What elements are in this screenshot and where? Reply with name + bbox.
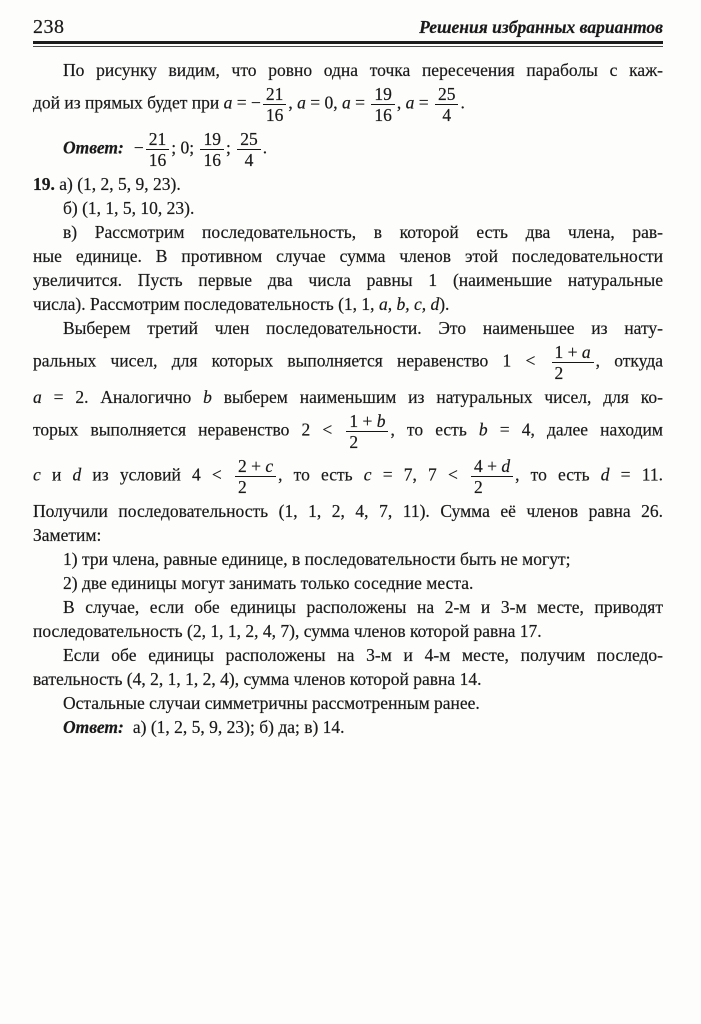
text-run: Ответ:	[63, 717, 124, 737]
text-run: Ответ:	[63, 137, 124, 158]
fraction-denominator	[435, 105, 459, 125]
text-run: −	[133, 137, 144, 158]
para-third-member-line-2	[33, 340, 663, 385]
math-variable: b	[376, 411, 386, 431]
para-case-23-line-1	[33, 595, 663, 619]
text-run: 25	[437, 84, 456, 104]
item-19b	[33, 196, 663, 220]
text-run: 2	[474, 477, 483, 497]
fraction	[346, 411, 388, 452]
fraction-numerator	[237, 129, 261, 150]
fraction	[146, 129, 170, 170]
text-run: ,	[396, 92, 406, 113]
item-19a	[33, 172, 663, 196]
item-19v-line-2	[33, 244, 663, 268]
text-run: Остальные случаи симметричны рассмотренным ранее.	[63, 693, 480, 713]
text-run: = 7, 7 <	[371, 464, 469, 485]
text-run: из условий 4 <	[81, 464, 233, 485]
text-run: Если обе единицы расположены на 3-м и 4-м месте, получим последо-	[63, 645, 663, 665]
math-variable: a	[223, 92, 233, 113]
item-19v-line-4	[33, 292, 663, 316]
text-run: увеличится. Пусть первые два числа равны 1 (наименьшие натуральные	[33, 270, 663, 290]
text-run: .	[262, 137, 268, 158]
page-content	[33, 58, 663, 739]
text-run: Заметим:	[33, 525, 102, 545]
para-case-34-line-1	[33, 643, 663, 667]
text-run: и	[40, 464, 73, 485]
text-run: а) (1, 2, 5, 9, 23); б) да; в) 14.	[132, 717, 345, 737]
text-run: а) (1, 2, 5, 9, 23).	[54, 174, 181, 194]
fraction-numerator	[235, 456, 276, 477]
text-run: , откуда	[595, 350, 663, 371]
math-variable: d	[600, 464, 610, 485]
math-variable: a	[341, 92, 351, 113]
fraction	[263, 84, 287, 125]
text-run: 16	[374, 105, 392, 125]
para-third-member-line-7	[33, 523, 663, 547]
fraction	[237, 129, 261, 170]
para-third-member-line-1	[33, 316, 663, 340]
text-run: 2) две единицы могут занимать только соседние места.	[63, 573, 474, 593]
text-run: В случае, если обе единицы расположены на 2-м и 3-м месте, приводят	[63, 597, 663, 617]
math-variable: d	[72, 464, 82, 485]
fraction-numerator	[263, 84, 287, 105]
fraction-denominator	[346, 432, 388, 452]
answer-problem-19	[33, 715, 663, 739]
fraction-numerator	[371, 84, 395, 105]
text-run: = 0,	[305, 92, 342, 113]
text-run: 19	[374, 84, 392, 104]
para-third-member-line-6	[33, 499, 663, 523]
fraction-numerator	[471, 456, 513, 477]
math-variable: a	[581, 342, 591, 362]
header-rule	[33, 41, 663, 47]
text-run: 1 +	[554, 342, 582, 362]
fraction-denominator	[471, 477, 513, 497]
para-case-34-line-2	[33, 667, 663, 691]
text-run: 2	[349, 432, 359, 452]
para-third-member-line-5	[33, 454, 663, 499]
text-run: =	[414, 92, 433, 113]
answer-problem-18	[33, 127, 663, 172]
text-run: 16	[265, 105, 284, 125]
math-variable: a	[297, 92, 306, 113]
text-run: 1) три члена, равные единице, в последовательности быть не могут;	[63, 549, 571, 569]
text-run: 19.	[33, 174, 55, 194]
fraction-numerator	[552, 342, 594, 363]
para-case-23-line-2	[33, 619, 663, 643]
fraction	[552, 342, 594, 383]
note-item-1	[33, 547, 663, 571]
math-variable: a, b, c, d	[378, 294, 440, 314]
text-run: торых выполняется неравенство 2 <	[33, 419, 345, 440]
math-variable: b	[478, 419, 488, 440]
text-run: Выберем третий член последовательности. Это наименьшее из нату-	[63, 318, 663, 338]
text-run: б) (1, 1, 5, 10, 23).	[63, 198, 195, 218]
text-run: Получили последовательность (1, 1, 2, 4, 7, 11). Сумма её членов равна 26.	[33, 501, 663, 521]
text-run: = 11.	[609, 464, 663, 485]
text-run: По рисунку видим, что ровно одна точка пересечения параболы с каж-	[63, 60, 663, 80]
fraction-denominator	[371, 105, 395, 125]
fraction-denominator	[263, 105, 287, 125]
item-19v-line-3	[33, 268, 663, 292]
fraction	[371, 84, 395, 125]
text-run: вательность (4, 2, 1, 1, 2, 4), сумма членов которой равна 14.	[33, 669, 482, 689]
text-run: = −	[232, 92, 261, 113]
text-run: 16	[203, 150, 221, 170]
text-run: 2 +	[237, 456, 266, 476]
running-title: Решения избранных вариантов	[419, 17, 663, 37]
math-variable: a	[405, 92, 415, 113]
fraction	[471, 456, 513, 497]
para-third-member-line-3	[33, 385, 663, 409]
text-run: 1 +	[349, 411, 377, 431]
text-run: ; 0;	[171, 137, 199, 158]
item-19v-line-1	[33, 220, 663, 244]
para-parabola-line-1	[33, 58, 663, 82]
text-run: последовательность (2, 1, 1, 2, 4, 7), сумма членов которой равна 17.	[33, 621, 542, 641]
fraction-denominator	[146, 150, 170, 170]
text-run: =	[350, 92, 370, 113]
text-run: = 4, далее находим	[487, 419, 663, 440]
text-run: 16	[148, 150, 167, 170]
math-variable: c	[363, 464, 372, 485]
text-run: 4	[244, 150, 254, 170]
text-run: , то есть	[390, 419, 479, 440]
math-variable: d	[501, 456, 511, 476]
page-header	[33, 16, 663, 38]
text-run: = 2. Аналогично	[41, 387, 204, 407]
text-run: 2	[237, 477, 247, 497]
fraction-numerator	[346, 411, 388, 432]
text-run: .	[460, 92, 465, 113]
text-run: ные единице. В противном случае сумма членов этой последовательности	[33, 246, 663, 266]
fraction	[435, 84, 459, 125]
fraction-numerator	[200, 129, 224, 150]
fraction-denominator	[200, 150, 224, 170]
text-run: в) Рассмотрим последовательность, в которой есть два члена, рав-	[63, 222, 663, 242]
math-variable: c	[33, 464, 41, 485]
text-run: выберем наименьшим из натуральных чисел, для ко-	[211, 387, 663, 407]
text-run: дой из прямых будет при	[33, 92, 224, 113]
fraction-numerator	[435, 84, 459, 105]
text-run: ральных чисел, для которых выполняется неравенство 1 <	[33, 350, 550, 371]
para-symmetry	[33, 691, 663, 715]
fraction-denominator	[235, 477, 276, 497]
text-run: ,	[288, 92, 298, 113]
text-run: числа). Рассмотрим последовательность (1, 1,	[33, 294, 379, 314]
math-variable: c	[265, 456, 274, 476]
para-parabola-line-2	[33, 82, 663, 127]
note-item-2	[33, 571, 663, 595]
text-run: 2	[554, 363, 564, 383]
text-run: 19	[203, 129, 221, 149]
fraction-denominator	[552, 363, 594, 383]
text-run: ).	[439, 294, 450, 314]
math-variable: a	[33, 387, 42, 407]
text-run: 4	[442, 105, 452, 125]
text-run: 25	[240, 129, 258, 149]
text-run: 4 +	[474, 456, 502, 476]
para-third-member-line-4	[33, 409, 663, 454]
fraction-numerator	[146, 129, 170, 150]
fraction	[200, 129, 224, 170]
fraction	[235, 456, 276, 497]
text-run: , то есть	[515, 464, 601, 485]
fraction-denominator	[237, 150, 261, 170]
math-variable: b	[203, 387, 212, 407]
text-run: 21	[148, 129, 167, 149]
text-run: 21	[265, 84, 284, 104]
page-number: 238	[33, 16, 65, 38]
text-run: ;	[225, 137, 236, 158]
text-run: , то есть	[278, 464, 364, 485]
